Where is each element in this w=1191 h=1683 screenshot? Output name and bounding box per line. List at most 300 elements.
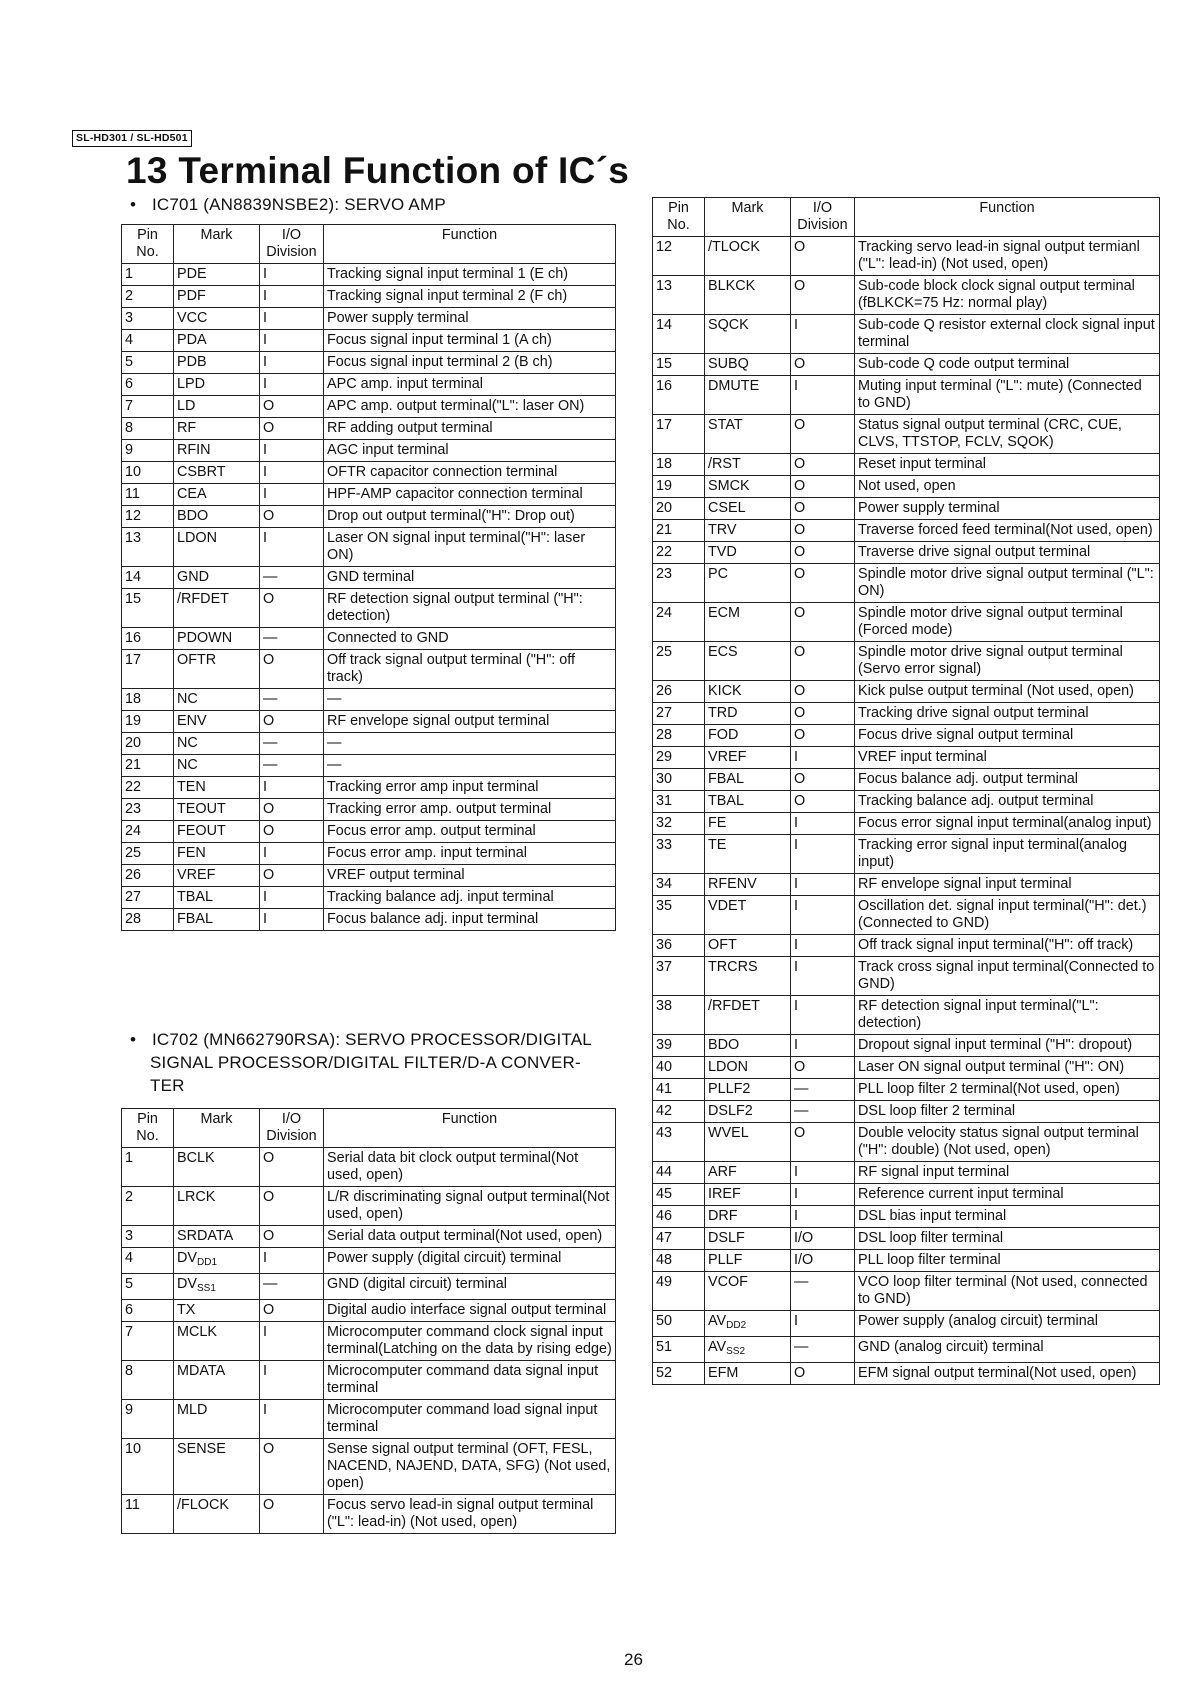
pin-mark-cell: [705, 725, 791, 747]
pin-number-cell-text: 37: [656, 959, 673, 975]
pin-function-cell-text: Off track signal output terminal ("H": off track): [327, 652, 576, 685]
pin-number-cell-text: 24: [125, 823, 142, 839]
ic702-heading-line3: TER: [150, 1076, 185, 1095]
pin-number-cell-text: 26: [125, 867, 142, 883]
pin-number-cell-text: 8: [125, 1363, 134, 1379]
pin-io-cell-text: O: [794, 771, 806, 787]
model-tag: SL-HD301 / SL-HD501: [72, 130, 192, 147]
pin-mark-cell-text: EFM: [708, 1365, 739, 1381]
pin-number-cell: [122, 286, 174, 308]
pin-function-cell: [324, 887, 616, 909]
pin-io-cell: [260, 1300, 324, 1322]
pin-number-cell-text: 1: [125, 266, 134, 282]
pin-number-cell-text: 5: [125, 1276, 134, 1292]
pin-function-cell: [324, 506, 616, 528]
pin-mark-cell: [174, 484, 260, 506]
pin-io-cell-text: —: [263, 757, 278, 773]
pin-mark-cell-text: SUBQ: [708, 356, 749, 372]
pin-io-cell: [791, 769, 855, 791]
pin-number-cell: [122, 528, 174, 567]
pin-mark-cell: [705, 996, 791, 1035]
pin-mark-cell: [174, 330, 260, 352]
column-header-mark: [705, 198, 791, 237]
pin-number-cell: [653, 520, 705, 542]
pin-mark-cell: [174, 711, 260, 733]
pin-io-cell: [260, 909, 324, 931]
pin-function-cell-text: —: [327, 691, 342, 707]
pin-io-cell-text: O: [794, 356, 806, 372]
pin-io-cell-text: I: [263, 376, 267, 392]
pin-number-cell-text: 47: [656, 1230, 673, 1246]
pin-mark-cell: [705, 564, 791, 603]
pin-number-cell: [122, 484, 174, 506]
table-row: [122, 711, 616, 733]
pin-io-cell: [260, 755, 324, 777]
pin-number-cell: [122, 909, 174, 931]
table-header-row: [653, 198, 1160, 237]
table-row: [122, 264, 616, 286]
pin-number-cell: [653, 681, 705, 703]
pin-number-cell: [653, 1079, 705, 1101]
page-title: 13 Terminal Function of IC´s: [126, 150, 630, 191]
pin-io-cell-text: —: [794, 1339, 809, 1355]
pin-function-cell-text: Spindle motor drive signal output terminal ("L": ON): [858, 566, 1154, 599]
pin-io-cell-text: I: [263, 1402, 267, 1418]
table-row: [122, 308, 616, 330]
pin-function-cell: [324, 1187, 616, 1226]
pin-io-cell-text: O: [794, 727, 806, 743]
pin-function-cell: [324, 1248, 616, 1274]
pin-mark-cell-text: DRF: [708, 1208, 738, 1224]
pin-mark-cell-text: PLLF2: [708, 1081, 751, 1097]
pin-io-cell: [791, 1057, 855, 1079]
pin-io-cell-text: I: [263, 266, 267, 282]
pin-number-cell-text: 25: [125, 845, 142, 861]
pin-mark-cell-text: BCLK: [177, 1150, 215, 1166]
pin-function-cell: [855, 1123, 1160, 1162]
pin-io-cell-text: I: [263, 464, 267, 480]
pin-io-cell: [260, 1400, 324, 1439]
pin-mark-cell-text: LD: [177, 398, 196, 414]
pin-number-cell: [653, 1162, 705, 1184]
pin-io-cell: [260, 396, 324, 418]
pin-function-cell-text: Sub-code block clock signal output terminal (fBLKCK=75 Hz: normal play): [858, 278, 1135, 311]
pin-function-cell: [324, 733, 616, 755]
pin-function-cell-text: Laser ON signal input terminal("H": laser ON): [327, 530, 586, 563]
pin-number-cell-text: 20: [656, 500, 673, 516]
pin-mark-cell: [174, 1274, 260, 1300]
table-row: [653, 996, 1160, 1035]
pin-mark-cell: [174, 1361, 260, 1400]
pin-mark-cell: [174, 821, 260, 843]
pin-function-cell: [324, 777, 616, 799]
pin-number-cell-text: 41: [656, 1081, 673, 1097]
column-header-pin: [122, 1109, 174, 1148]
pin-function-cell: [324, 799, 616, 821]
pin-function-cell: [324, 1148, 616, 1187]
pin-function-cell: [324, 308, 616, 330]
pin-mark-cell: [705, 896, 791, 935]
table-row: [653, 935, 1160, 957]
pin-io-cell-text: O: [794, 500, 806, 516]
pin-mark-cell: [174, 418, 260, 440]
pin-mark-cell-text: NC: [177, 757, 198, 773]
pin-mark-cell-text: CSEL: [708, 500, 746, 516]
pin-number-cell: [653, 896, 705, 935]
pin-number-cell-text: 4: [125, 332, 134, 348]
pin-mark-cell-text: /RST: [708, 456, 741, 472]
pin-io-cell-text: I/O: [794, 1252, 814, 1268]
pin-number-cell-text: 36: [656, 937, 673, 953]
pin-number-cell-text: 21: [125, 757, 142, 773]
pin-function-cell: [324, 843, 616, 865]
pin-function-cell: [855, 603, 1160, 642]
table-row: [653, 1184, 1160, 1206]
pin-io-cell-text: I: [263, 1363, 267, 1379]
pin-mark-cell: [705, 454, 791, 476]
table-row: [653, 564, 1160, 603]
column-header-function: [855, 198, 1160, 237]
pin-number-cell: [653, 769, 705, 791]
pin-mark-cell: [174, 689, 260, 711]
pin-function-cell: [324, 1361, 616, 1400]
pin-mark-cell-text: LDON: [177, 530, 217, 546]
pin-mark-cell-text: KICK: [708, 683, 742, 699]
table-row: [653, 1035, 1160, 1057]
pin-function-cell-text: DSL bias input terminal: [858, 1208, 1007, 1224]
pin-number-cell-text: 33: [656, 837, 673, 853]
table-row: [122, 755, 616, 777]
pin-mark-cell-text: TE: [708, 837, 727, 853]
table-row: [122, 799, 616, 821]
pin-function-cell: [855, 835, 1160, 874]
pin-number-cell: [653, 1123, 705, 1162]
pin-io-cell-text: I: [263, 845, 267, 861]
pin-function-cell-text: Kick pulse output terminal (Not used, open): [858, 683, 1134, 699]
pin-mark-cell: [705, 1184, 791, 1206]
pin-function-cell-text: PLL loop filter terminal: [858, 1252, 1001, 1268]
pin-function-cell: [855, 957, 1160, 996]
column-header-function: [324, 225, 616, 264]
pin-function-cell-text: Tracking servo lead-in signal output termianl ("L": lead-in) (Not used, open): [858, 239, 1140, 272]
pin-mark-cell: [705, 476, 791, 498]
pin-io-cell: [791, 1162, 855, 1184]
pin-function-cell-text: Power supply (analog circuit) terminal: [858, 1313, 1098, 1329]
pin-io-cell: [260, 286, 324, 308]
pin-io-cell: [791, 835, 855, 874]
pin-io-cell: [260, 352, 324, 374]
pin-function-cell: [324, 689, 616, 711]
pin-io-cell: [791, 1228, 855, 1250]
pin-function-cell-text: Tracking drive signal output terminal: [858, 705, 1089, 721]
pin-mark-cell-text: NC: [177, 691, 198, 707]
pin-function-cell: [855, 354, 1160, 376]
pin-mark-cell-text: BDO: [708, 1037, 740, 1053]
table-row: [122, 374, 616, 396]
pin-io-cell: [260, 528, 324, 567]
pin-function-cell-text: OFTR capacitor connection terminal: [327, 464, 558, 480]
pin-number-cell: [653, 415, 705, 454]
pin-function-cell-text: —: [327, 757, 342, 773]
pin-function-cell: [855, 1250, 1160, 1272]
pin-io-cell: [260, 567, 324, 589]
table-row: [653, 1250, 1160, 1272]
table-row: [653, 681, 1160, 703]
pin-function-cell-text: —: [327, 735, 342, 751]
pin-function-cell: [324, 1274, 616, 1300]
pin-io-cell-text: I: [794, 378, 798, 394]
pin-mark-cell-text: TRD: [708, 705, 738, 721]
pin-mark-cell: [705, 520, 791, 542]
pin-io-cell: [260, 374, 324, 396]
pin-mark-cell: [174, 264, 260, 286]
pin-io-cell-text: —: [263, 569, 278, 585]
pin-io-cell-text: —: [263, 691, 278, 707]
pin-mark-cell-text: TBAL: [177, 889, 213, 905]
table-row: [653, 276, 1160, 315]
pin-mark-cell: [705, 747, 791, 769]
pin-number-cell: [122, 589, 174, 628]
pin-mark-cell: [174, 308, 260, 330]
pin-io-cell-text: —: [794, 1274, 809, 1290]
pin-number-cell-text: 3: [125, 1228, 134, 1244]
pin-mark-cell-text: DSLF: [708, 1230, 745, 1246]
pin-function-cell-text: Double velocity status signal output terminal ("H": double) (Not used, open): [858, 1125, 1139, 1158]
pin-function-cell: [855, 237, 1160, 276]
pin-io-cell: [791, 957, 855, 996]
pin-mark-cell: [174, 567, 260, 589]
table-row: [122, 1274, 616, 1300]
pin-function-cell-text: RF envelope signal input terminal: [858, 876, 1072, 892]
pin-io-cell-text: O: [794, 522, 806, 538]
table-row: [653, 603, 1160, 642]
pin-number-cell: [122, 352, 174, 374]
pin-io-cell: [260, 418, 324, 440]
pin-io-cell-text: I: [794, 1313, 798, 1329]
pin-number-cell-text: 17: [656, 417, 673, 433]
pin-mark-cell: [174, 733, 260, 755]
pin-number-cell: [122, 308, 174, 330]
pin-io-cell: [260, 1439, 324, 1495]
pin-io-cell: [791, 498, 855, 520]
pin-io-cell: [791, 996, 855, 1035]
pin-io-cell: [791, 642, 855, 681]
column-header-io-text: I/O: [281, 227, 302, 243]
pin-function-cell: [855, 996, 1160, 1035]
pin-io-cell-text: I: [794, 1186, 798, 1202]
pin-io-cell: [791, 1250, 855, 1272]
pin-number-cell-text: 16: [656, 378, 673, 394]
pin-function-cell: [324, 909, 616, 931]
pin-mark-cell: [705, 1079, 791, 1101]
pin-function-cell: [324, 711, 616, 733]
pin-number-cell: [122, 418, 174, 440]
ic702-heading: [130, 1028, 630, 1097]
pin-function-cell: [324, 330, 616, 352]
pin-mark-cell-text: NC: [177, 735, 198, 751]
pin-mark-cell-text: VCC: [177, 310, 208, 326]
pin-io-cell-text: —: [263, 630, 278, 646]
pin-io-cell-text: O: [263, 1150, 275, 1166]
pin-function-cell: [324, 1226, 616, 1248]
pin-function-cell: [855, 1311, 1160, 1337]
pin-mark-cell-text: SRDATA: [177, 1228, 234, 1244]
pin-mark-cell: [174, 755, 260, 777]
pin-io-cell-text: O: [794, 239, 806, 255]
pin-io-cell: [260, 865, 324, 887]
table-row: [122, 1400, 616, 1439]
pin-mark-cell-text: TRCRS: [708, 959, 758, 975]
ic702-pin-table-part2: [652, 197, 1160, 1385]
pin-mark-cell: [174, 909, 260, 931]
pin-number-cell: [122, 1248, 174, 1274]
pin-io-cell: [791, 747, 855, 769]
pin-mark-cell: [174, 1495, 260, 1534]
pin-function-cell-text: Tracking balance adj. input terminal: [327, 889, 554, 905]
pin-io-cell: [791, 703, 855, 725]
pin-io-cell: [260, 799, 324, 821]
table-row: [653, 1162, 1160, 1184]
pin-function-cell-text: HPF-AMP capacitor connection terminal: [327, 486, 583, 502]
pin-number-cell: [122, 777, 174, 799]
pin-io-cell: [791, 896, 855, 935]
pin-mark-cell-text: /RFDET: [708, 998, 760, 1014]
column-header-pin-text: No.: [667, 217, 690, 233]
pin-mark-cell: [705, 1311, 791, 1337]
pin-number-cell-text: 7: [125, 1324, 134, 1340]
pin-io-cell-text: O: [794, 1059, 806, 1075]
pin-function-cell: [855, 542, 1160, 564]
pin-function-cell: [855, 747, 1160, 769]
pin-mark-cell-text: MLD: [177, 1402, 208, 1418]
table-row: [653, 1079, 1160, 1101]
pin-io-cell: [791, 1363, 855, 1385]
pin-mark-cell-text: MCLK: [177, 1324, 217, 1340]
pin-number-cell-text: 43: [656, 1125, 673, 1141]
pin-number-cell-text: 52: [656, 1365, 673, 1381]
pin-mark-cell-text: PDA: [177, 332, 207, 348]
column-header-io: [260, 225, 324, 264]
pin-mark-cell: [705, 315, 791, 354]
table-row: [122, 733, 616, 755]
pin-function-cell-text: APC amp. input terminal: [327, 376, 483, 392]
pin-function-cell: [855, 681, 1160, 703]
pin-function-cell-text: GND (analog circuit) terminal: [858, 1339, 1044, 1355]
pin-number-cell: [653, 835, 705, 874]
column-header-pin-text: Pin: [137, 1111, 158, 1127]
table-row: [653, 476, 1160, 498]
pin-number-cell: [653, 642, 705, 681]
pin-number-cell: [653, 1101, 705, 1123]
pin-function-cell: [855, 564, 1160, 603]
pin-io-cell-text: —: [794, 1081, 809, 1097]
pin-io-cell-text: O: [794, 1365, 806, 1381]
pin-number-cell-text: 26: [656, 683, 673, 699]
table-row: [653, 835, 1160, 874]
pin-function-cell-text: Power supply terminal: [858, 500, 1000, 516]
pin-number-cell: [122, 440, 174, 462]
column-header-io-text: I/O: [812, 200, 833, 216]
pin-function-cell-text: Dropout signal input terminal ("H": dropout): [858, 1037, 1133, 1053]
table-row: [122, 650, 616, 689]
pin-number-cell-text: 2: [125, 288, 134, 304]
pin-mark-cell-text: AV: [708, 1339, 727, 1355]
pin-function-cell-text: Microcomputer command clock signal input terminal(Latching on the data by rising edge): [327, 1324, 612, 1357]
pin-number-cell: [653, 874, 705, 896]
pin-mark-cell-text: PDE: [177, 266, 207, 282]
pin-number-cell-text: 3: [125, 310, 134, 326]
pin-mark-cell: [705, 703, 791, 725]
pin-function-cell: [324, 440, 616, 462]
pin-mark-cell-text: FEOUT: [177, 823, 226, 839]
pin-number-cell-text: 28: [125, 911, 142, 927]
table-row: [653, 642, 1160, 681]
pin-function-cell: [855, 1035, 1160, 1057]
pin-io-cell: [260, 506, 324, 528]
pin-mark-cell-text: MDATA: [177, 1363, 226, 1379]
pin-number-cell: [122, 264, 174, 286]
table-row: [122, 843, 616, 865]
pin-function-cell-text: Reference current input terminal: [858, 1186, 1064, 1202]
pin-io-cell: [260, 711, 324, 733]
bullet-icon: •: [130, 1030, 137, 1049]
pin-mark-cell: [705, 542, 791, 564]
pin-function-cell: [855, 1184, 1160, 1206]
ic702-heading-line2: SIGNAL PROCESSOR/DIGITAL FILTER/D-A CONVER-: [150, 1053, 581, 1072]
pin-mark-cell: [174, 650, 260, 689]
pin-mark-cell: [705, 498, 791, 520]
pin-number-cell: [653, 1057, 705, 1079]
pin-mark-cell: [174, 1187, 260, 1226]
pin-function-cell: [855, 769, 1160, 791]
pin-number-cell: [122, 821, 174, 843]
pin-number-cell: [653, 276, 705, 315]
pin-function-cell-text: Spindle motor drive signal output terminal (Servo error signal): [858, 644, 1123, 677]
pin-number-cell-text: 5: [125, 354, 134, 370]
table-row: [122, 1300, 616, 1322]
pin-number-cell-text: 32: [656, 815, 673, 831]
pin-io-cell: [791, 874, 855, 896]
ic702-heading-line1: IC702 (MN662790RSA): SERVO PROCESSOR/DIGITAL: [152, 1030, 592, 1049]
pin-io-cell-text: O: [263, 652, 275, 668]
pin-number-cell-text: 12: [125, 508, 142, 524]
pin-io-cell-text: I/O: [794, 1230, 814, 1246]
pin-mark-cell-text: FBAL: [708, 771, 744, 787]
pin-mark-cell-text: PDOWN: [177, 630, 233, 646]
ic701-heading-text: IC701 (AN8839NSBE2): SERVO AMP: [152, 195, 446, 214]
pin-function-cell-text: Tracking signal input terminal 2 (F ch): [327, 288, 568, 304]
pin-mark-cell: [174, 1148, 260, 1187]
column-header-io-text: Division: [266, 244, 317, 260]
pin-mark-cell: [174, 777, 260, 799]
pin-function-cell-text: Serial data bit clock output terminal(Not used, open): [327, 1150, 579, 1183]
table-row: [653, 747, 1160, 769]
pin-function-cell: [324, 1439, 616, 1495]
pin-mark-cell: [174, 1439, 260, 1495]
pin-number-cell: [122, 865, 174, 887]
pin-number-cell: [122, 1226, 174, 1248]
pin-mark-cell-text: ECS: [708, 644, 738, 660]
pin-number-cell: [122, 567, 174, 589]
table-row: [122, 1187, 616, 1226]
pin-io-cell: [791, 791, 855, 813]
pin-number-cell-text: 25: [656, 644, 673, 660]
pin-io-cell-text: I: [794, 876, 798, 892]
table-row: [653, 542, 1160, 564]
pin-number-cell-text: 51: [656, 1339, 673, 1355]
pin-function-cell-text: Focus signal input terminal 2 (B ch): [327, 354, 553, 370]
table-row: [653, 1363, 1160, 1385]
